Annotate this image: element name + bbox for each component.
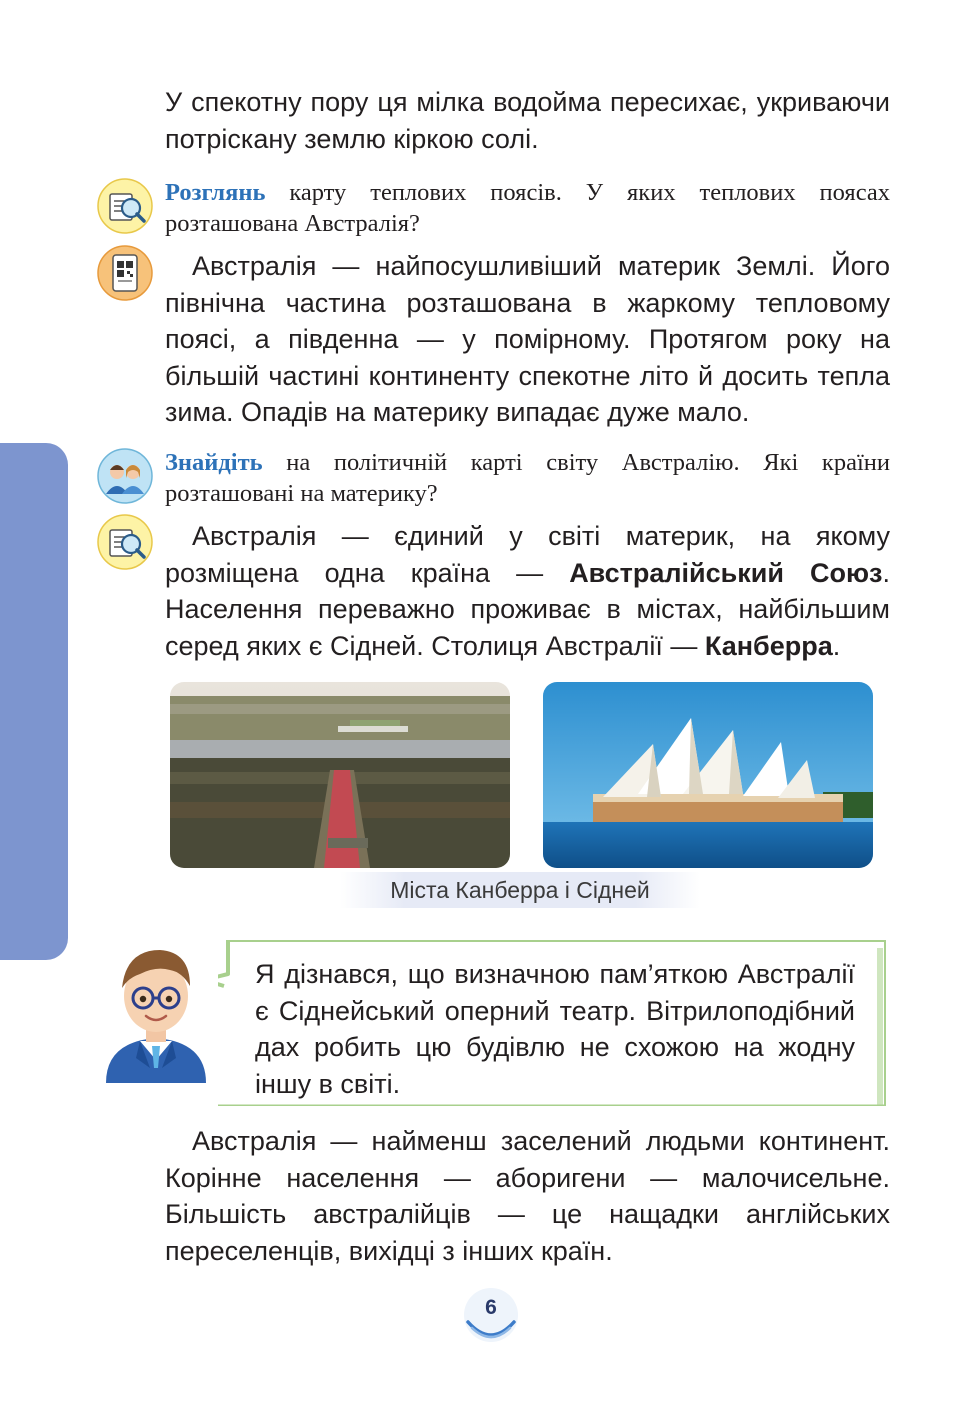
paragraph-2: Австралія — найпосушливіший материк Землі. Його північна частина розташована в жаркому тепловому поясі, а південна — у помірному. Протягом року на більшій частині континенту спекотне літо й досить тепла зима. Опадів на материку випадає дуже мало. xyxy=(165,251,890,427)
figure-caption: Міста Канберра і Сідней xyxy=(340,872,700,908)
task-2-text xyxy=(165,447,890,509)
paragraph-3-part-e: . xyxy=(832,630,841,661)
callout-text: Я дізнався, що визначною пам’яткою Австралії є Сіднейський оперний театр. Вітрилоподібний дах робить цю будівлю не схожою на жодну іншу в світі. xyxy=(255,959,855,1099)
task-1-body: карту теплових поясів. У яких теплових поясах розташована Австралія? xyxy=(165,179,890,237)
paragraph-3 xyxy=(165,518,890,664)
magnifier-icon xyxy=(97,178,153,234)
paragraph-3-part-a: Австралія — єдиний у світі материк, на якому розміщена одна країна — xyxy=(165,521,890,588)
paragraph-1: У спекотну пору ця мілка водойма пересихає, укриваючи потріскану землю кіркою солі. xyxy=(165,87,890,154)
sydney-opera-photo xyxy=(543,682,873,868)
pair-work-icon xyxy=(97,448,153,504)
task-1-text xyxy=(165,177,890,239)
paragraph-3-part-c: . Населення переважно проживає в містах, найбільшим серед яких є Сідней. Столиця Австралії — xyxy=(165,557,890,661)
country-name: Австралійський Союз xyxy=(569,557,883,588)
chapter-side-tab xyxy=(0,443,68,960)
task-2-keyword: Знайдіть xyxy=(165,449,263,476)
qr-phone-icon xyxy=(97,245,153,301)
page-number: 6 xyxy=(485,1296,497,1319)
canberra-photo xyxy=(170,682,510,868)
capital-name: Канберра xyxy=(704,630,833,661)
task-2-body: на політичній карті світу Австралію. Які країни розташовані на материку? xyxy=(165,449,890,507)
boy-avatar xyxy=(96,938,216,1083)
task-1-keyword: Розглянь xyxy=(165,179,266,206)
magnifier-icon xyxy=(97,514,153,570)
paragraph-4: Австралія — найменш заселений людьми континент. Корінне населення — аборигени — малочисельне. Більшість австралійців — це нащадки англійських переселенців, вихідці з інших країн. xyxy=(165,1126,890,1266)
